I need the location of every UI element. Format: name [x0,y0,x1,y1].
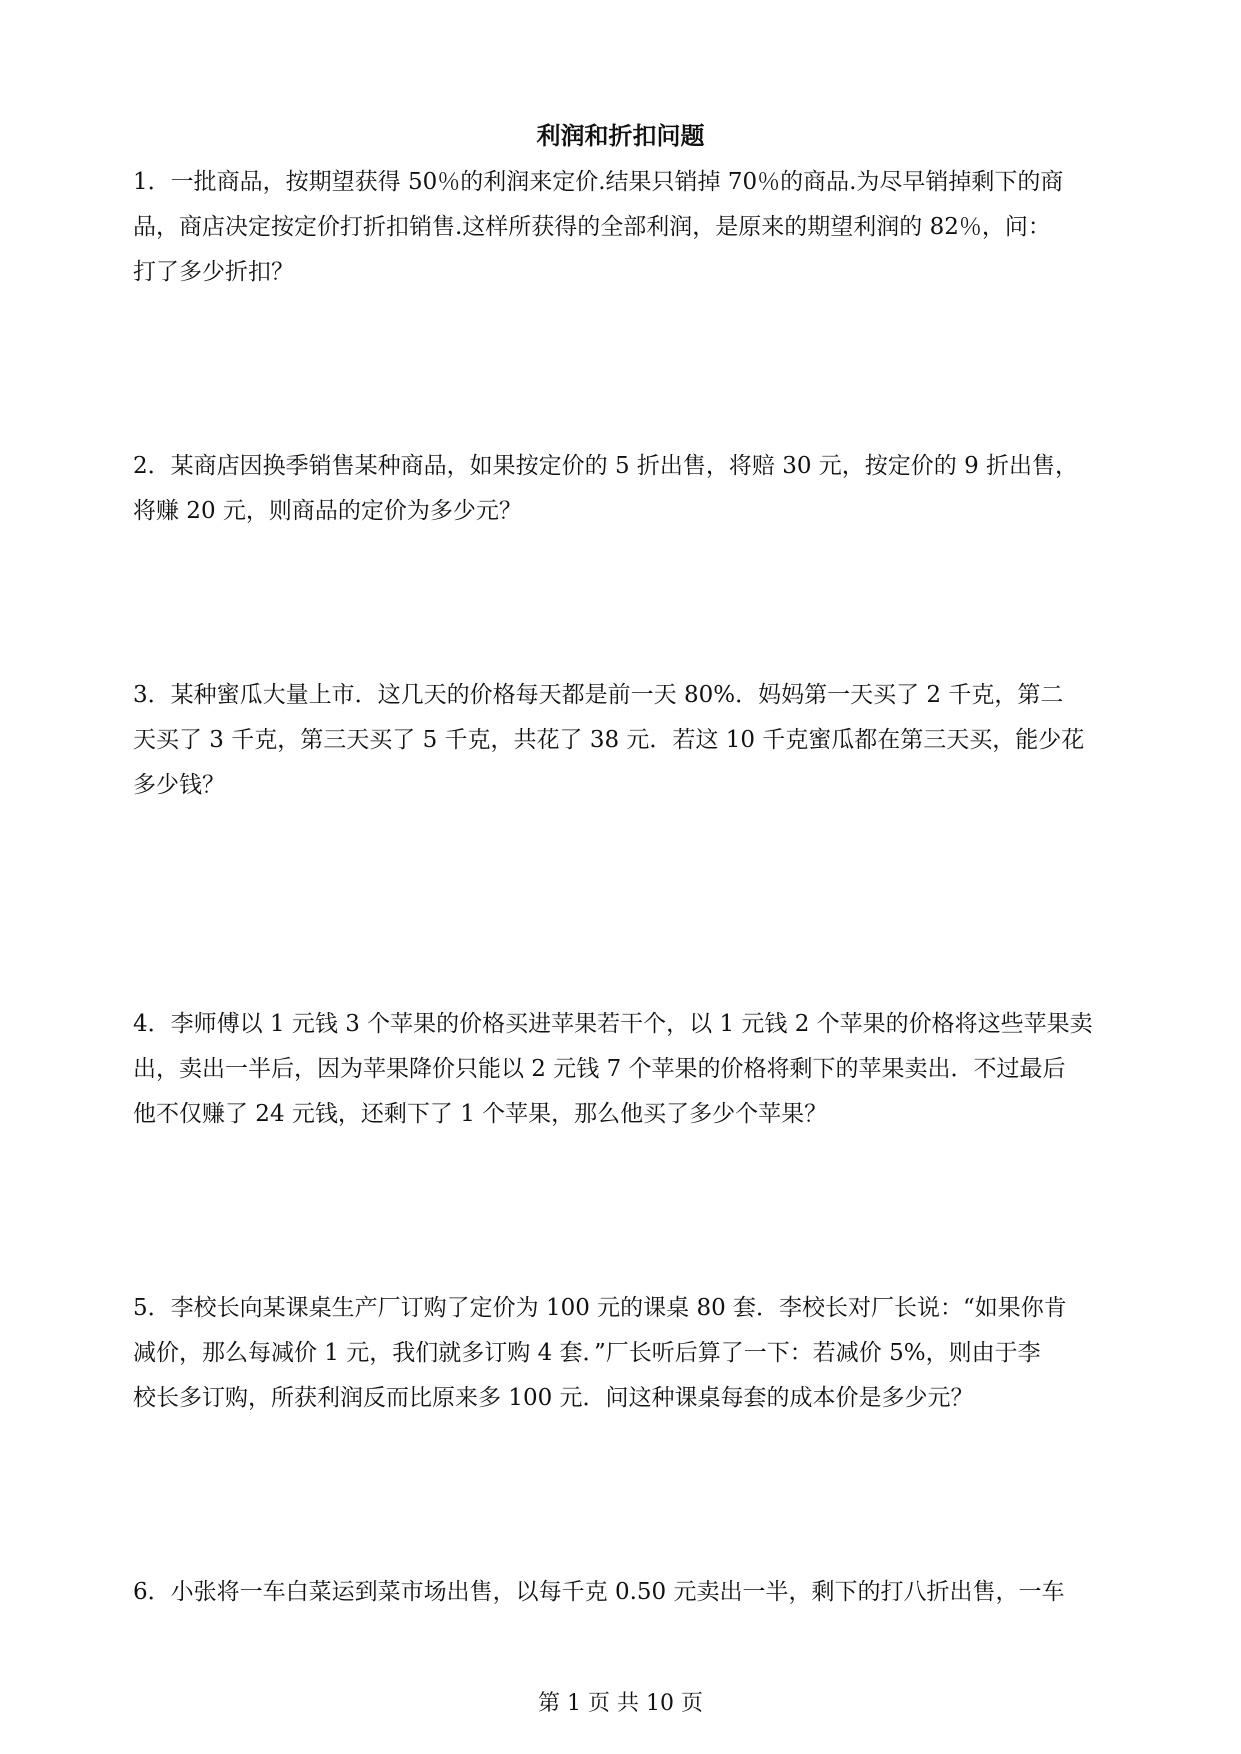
question-4-line-1: 4．李师傅以 1 元钱 3 个苹果的价格买进苹果若干个，以 1 元钱 2 个苹果的价格将这些苹果卖 [133,1011,1093,1037]
question-5-line-2: 减价，那么每减价 1 元，我们就多订购 4 套．”厂长听后算了一下：若减价 5%，则由于李 [133,1340,1041,1366]
question-4 [133,1002,1118,1137]
question-1 [133,160,1118,295]
question-1-line-1: 1．一批商品，按期望获得 50％的利润来定价.结果只销掉 70％的商品.为尽早销掉剩下的商 [133,169,1064,195]
question-2-line-1: 2．某商店因换季销售某种商品，如果按定价的 5 折出售，将赔 30 元，按定价的 9 折出售， [133,453,1079,479]
question-3-line-3: 多少钱？ [133,772,225,798]
question-3 [133,673,1118,808]
question-1-line-3: 打了多少折扣？ [133,259,294,285]
question-2 [133,444,1118,534]
question-4-line-3: 他不仅赚了 24 元钱，还剩下了 1 个苹果，那么他买了多少个苹果？ [133,1101,828,1127]
question-4-line-2: 出，卖出一半后，因为苹果降价只能以 2 元钱 7 个苹果的价格将剩下的苹果卖出．不过最后 [133,1056,1066,1082]
question-5 [133,1286,1118,1421]
page-title: 利润和折扣问题 [536,121,705,150]
question-2-line-2: 将赚 20 元，则商品的定价为多少元？ [133,498,522,524]
question-5-line-1: 5．李校长向某课桌生产厂订购了定价为 100 元的课桌 80 套．李校长对厂长说：“如果你肯 [133,1295,1067,1321]
question-6-line-1: 6．小张将一车白菜运到菜市场出售，以每千克 0.50 元卖出一半，剩下的打八折出售，一车 [133,1579,1065,1605]
question-3-line-2: 天买了 3 千克，第三天买了 5 千克，共花了 38 元．若这 10 千克蜜瓜都在第三天买，能少花 [133,727,1085,753]
question-3-line-1: 3．某种蜜瓜大量上市．这几天的价格每天都是前一天 80%．妈妈第一天买了 2 千克，第二 [133,682,1064,708]
question-5-line-3: 校长多订购，所获利润反而比原来多 100 元．问这种课桌每套的成本价是多少元？ [133,1385,974,1411]
page-footer: 第 1 页 共 10 页 [538,1691,703,1716]
question-1-line-2: 品，商店决定按定价打折扣销售.这样所获得的全部利润，是原来的期望利润的 82％，问： [133,214,1051,240]
question-6 [133,1570,1118,1615]
